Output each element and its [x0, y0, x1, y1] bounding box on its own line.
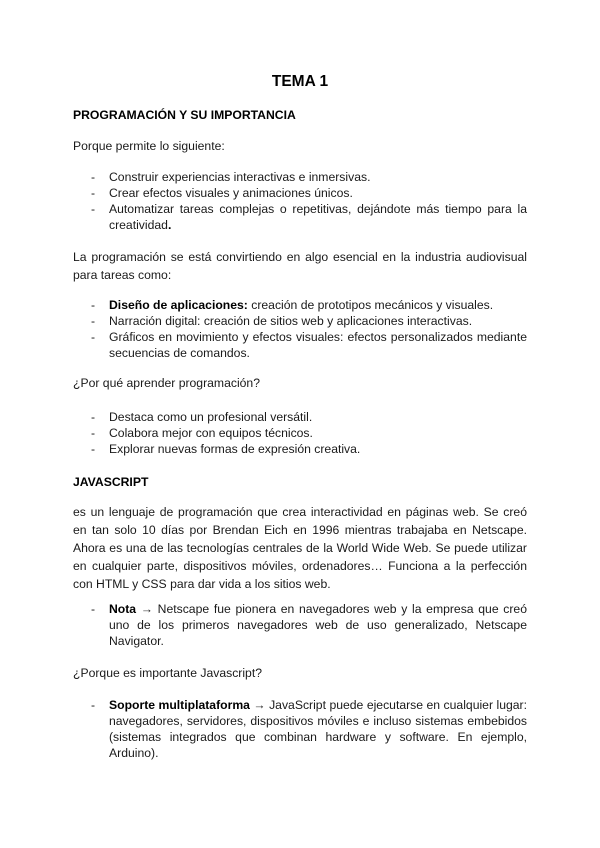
- list-item: - Colabora mejor con equipos técnicos.: [91, 426, 313, 440]
- list-item: - Narración digital: creación de sitios web y aplicaciones interactivas.: [91, 314, 473, 328]
- section-heading-javascript: JAVASCRIPT: [73, 475, 149, 489]
- industry-paragraph: La programación se está convirtiendo en algo esencial en la industria audiovisual para tareas como:: [73, 250, 527, 282]
- question-paragraph: ¿Por qué aprender programación?: [73, 376, 260, 390]
- list-item: - Diseño de aplicaciones: creación de prototipos mecánicos y visuales.: [91, 298, 494, 312]
- intro-paragraph: Porque permite lo siguiente:: [73, 139, 225, 153]
- page-title: TEMA 1: [271, 73, 329, 90]
- list-item: - Gráficos en movimiento y efectos visuales: efectos personalizados mediante secuencias de comandos.: [91, 330, 527, 360]
- list-item: - Automatizar tareas complejas o repetitivas, dejándote más tiempo para la creatividad.: [91, 202, 527, 232]
- section-heading-programacion: PROGRAMACIÓN Y SU IMPORTANCIA: [73, 108, 296, 122]
- list-item: - Destaca como un profesional versátil.: [91, 410, 313, 424]
- question-paragraph-javascript: ¿Porque es importante Javascript?: [73, 666, 262, 680]
- benefits-list: [91, 169, 527, 233]
- list-item: - Soporte multiplataforma → JavaScript puede ejecutarse en cualquier lugar: navegadores, servidores, dispositivos móviles e incluso sistemas embebidos (sistemas integrados que combinan hardware y software. En ejemplo, Arduino).: [91, 698, 527, 760]
- tasks-list: [91, 297, 527, 361]
- list-item: - Construir experiencias interactivas e inmersivas.: [91, 170, 371, 184]
- list-item: - Nota → Netscape fue pionera en navegadores web y la empresa que creó uno de los primeros navegadores web de uso generalizado, Netscape Navigator.: [91, 602, 527, 648]
- list-item: - Crear efectos visuales y animaciones únicos.: [91, 186, 353, 200]
- importance-list: [91, 697, 527, 761]
- list-item: - Explorar nuevas formas de expresión creativa.: [91, 442, 361, 456]
- reasons-list: [91, 409, 527, 457]
- javascript-paragraph: es un lenguaje de programación que crea interactividad en páginas web. Se creó en tan solo 10 días por Brendan Eich en 1996 mientras trabajaba en Netscape. Ahora es una de las tecnologías centrales de la World Wide Web. Se puede utilizar en cualquier parte, dispositivos móviles, ordenadores… Funciona a la perfección con HTML y CSS para dar vida a los sitios web.: [73, 505, 527, 591]
- note-list: [91, 601, 527, 649]
